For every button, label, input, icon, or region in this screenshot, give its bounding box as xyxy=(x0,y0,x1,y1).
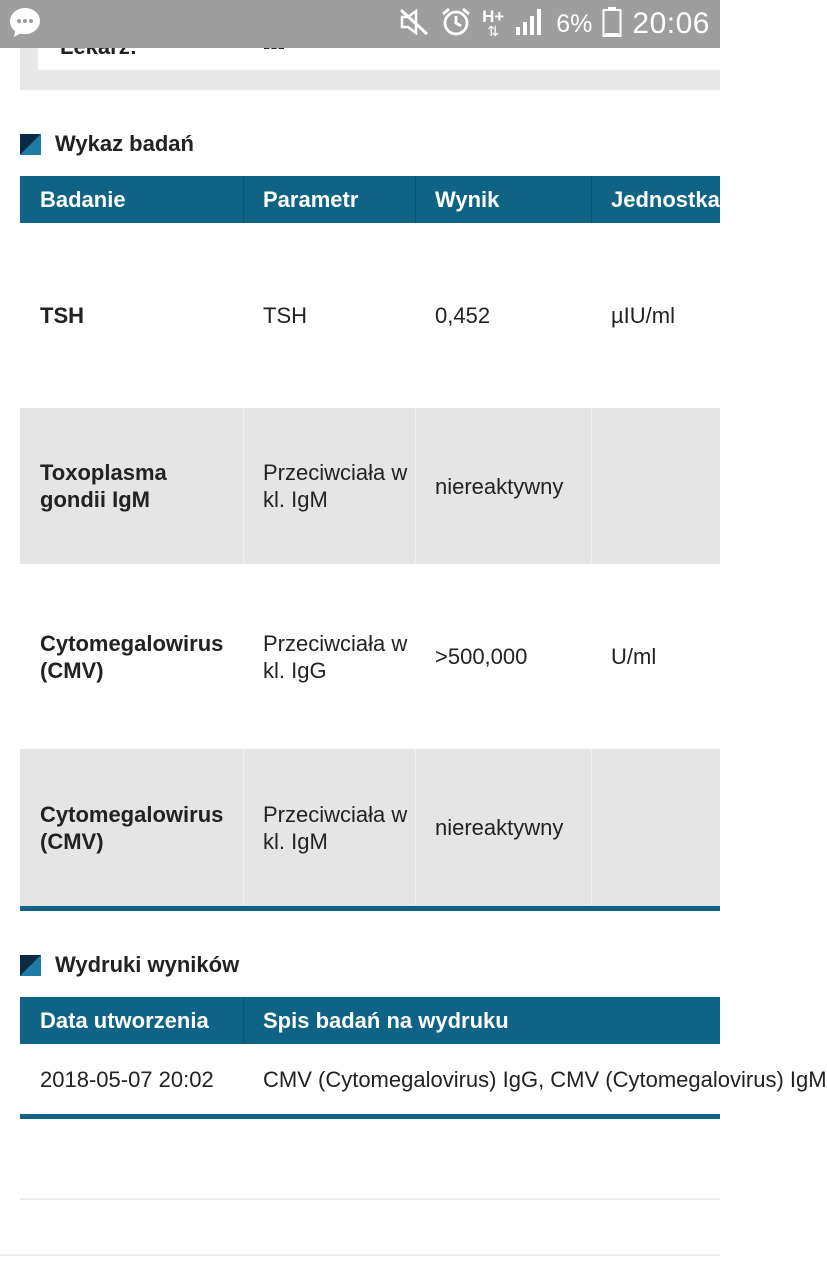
cell-badanie: TSH xyxy=(40,303,84,328)
divider xyxy=(0,1254,720,1256)
cell-badanie: Cytomegalowirus (CMV) xyxy=(40,801,224,854)
cell-print-date: 2018-05-07 20:02 xyxy=(40,1066,214,1092)
cell-jednostka xyxy=(611,749,720,906)
table-row[interactable] xyxy=(20,749,720,906)
signal-icon xyxy=(514,7,546,42)
prints-table-header xyxy=(20,997,720,1044)
header-separator xyxy=(243,176,244,223)
battery-icon xyxy=(602,6,622,43)
col-header-data-utworzenia[interactable]: Data utworzenia xyxy=(40,1008,209,1033)
cell-wynik: >500,000 xyxy=(435,644,528,669)
header-separator xyxy=(591,176,592,223)
cell-print-tests[interactable]: CMV (Cytomegalovirus) IgG, CMV (Cytomegalovirus) IgM xyxy=(263,1066,827,1092)
cell-parametr: Przeciwciała w kl. IgM xyxy=(263,801,408,854)
prints-section-title: Wydruki wyników xyxy=(55,952,240,977)
network-type-icon: H+ ⇅ xyxy=(482,7,505,39)
clock: 20:06 xyxy=(632,7,710,40)
header-separator xyxy=(415,176,416,223)
table-row[interactable] xyxy=(20,564,720,749)
prints-table xyxy=(20,997,827,1119)
cell-jednostka: µIU/ml xyxy=(611,303,676,328)
print-row[interactable] xyxy=(20,1044,827,1114)
alarm-icon xyxy=(440,6,472,43)
cell-parametr: TSH xyxy=(263,303,307,328)
tests-table-header xyxy=(20,176,720,223)
cell-wynik: niereaktywny xyxy=(435,815,564,840)
col-header-parametr[interactable]: Parametr xyxy=(263,187,359,212)
cell-jednostka: U/ml xyxy=(611,644,657,669)
table-row[interactable] xyxy=(20,223,720,408)
section-square-icon xyxy=(20,955,41,976)
col-header-jednostka[interactable]: Jednostka xyxy=(611,187,720,212)
col-header-wynik[interactable]: Wynik xyxy=(435,187,500,212)
cell-badanie: Toxoplasma gondii IgM xyxy=(40,460,167,512)
tests-section-header xyxy=(20,131,194,157)
tests-section-title: Wykaz badań xyxy=(55,131,194,156)
table-row[interactable] xyxy=(20,408,720,564)
cell-wynik: niereaktywny xyxy=(435,473,564,499)
tests-table-bottom-border xyxy=(20,906,720,911)
col-header-badanie[interactable]: Badanie xyxy=(40,187,126,212)
battery-percent: 6% xyxy=(556,9,593,38)
cell-parametr: Przeciwciała w kl. IgG xyxy=(263,630,408,683)
cell-jednostka xyxy=(611,408,720,564)
prints-section-header xyxy=(20,952,239,978)
section-square-icon xyxy=(20,134,41,155)
prints-table-bottom-border xyxy=(20,1114,720,1119)
cell-badanie: Cytomegalowirus (CMV) xyxy=(40,630,224,683)
col-header-spis-badan[interactable]: Spis badań na wydruku xyxy=(263,1008,509,1033)
cell-parametr: Przeciwciała w kl. IgM xyxy=(263,460,408,512)
cell-wynik: 0,452 xyxy=(435,303,491,328)
status-bar xyxy=(0,0,720,48)
header-separator xyxy=(243,997,244,1044)
mute-icon xyxy=(398,7,430,42)
tests-table xyxy=(20,176,720,911)
divider xyxy=(20,1198,720,1200)
network-type-label: H+ xyxy=(482,7,505,26)
messenger-icon xyxy=(8,5,42,44)
